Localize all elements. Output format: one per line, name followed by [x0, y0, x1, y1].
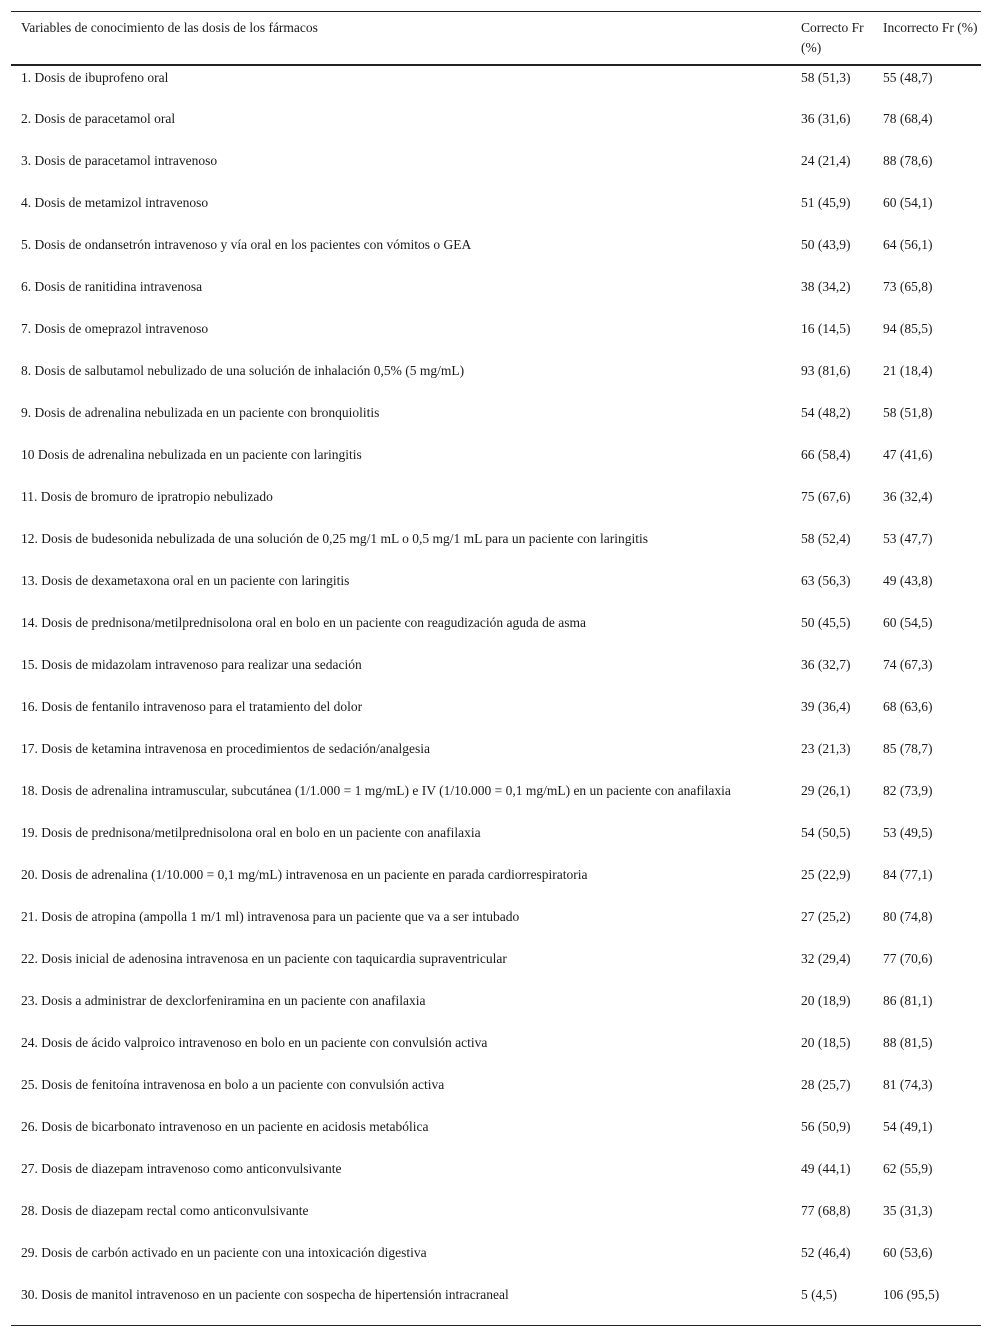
- table-row: [11, 317, 981, 359]
- table-row: [11, 107, 981, 149]
- table-row: [11, 401, 981, 443]
- row-incorrect-value: 54 (49,1): [883, 1119, 933, 1134]
- row-incorrect-value: 60 (54,1): [883, 195, 933, 210]
- row-incorrect-value: 73 (65,8): [883, 279, 933, 294]
- row-correct-value: 63 (56,3): [801, 573, 851, 588]
- row-incorrect-value: 68 (63,6): [883, 699, 933, 714]
- row-variable-label: 11. Dosis de bromuro de ipratropio nebulizado: [21, 489, 273, 504]
- row-variable-label: 17. Dosis de ketamina intravenosa en procedimientos de sedación/analgesia: [21, 741, 430, 756]
- row-correct-value: 25 (22,9): [801, 867, 851, 882]
- row-correct-value: 51 (45,9): [801, 195, 851, 210]
- row-correct-value: 36 (32,7): [801, 657, 851, 672]
- row-variable-label: 1. Dosis de ibuprofeno oral: [21, 70, 169, 85]
- row-incorrect-value: 35 (31,3): [883, 1203, 933, 1218]
- row-variable-label: 24. Dosis de ácido valproico intravenoso en bolo en un paciente con convulsión activa: [21, 1035, 488, 1050]
- row-correct-value: 93 (81,6): [801, 363, 851, 378]
- row-variable-label: 3. Dosis de paracetamol intravenoso: [21, 153, 218, 168]
- row-variable-label: 22. Dosis inicial de adenosina intravenosa en un paciente con taquicardia supraventricular: [21, 951, 507, 966]
- row-correct-value: 50 (43,9): [801, 237, 851, 252]
- row-incorrect-value: 78 (68,4): [883, 111, 933, 126]
- row-variable-label: 9. Dosis de adrenalina nebulizada en un paciente con bronquiolitis: [21, 405, 380, 420]
- row-correct-value: 77 (68,8): [801, 1203, 851, 1218]
- row-incorrect-value: 94 (85,5): [883, 321, 933, 336]
- row-incorrect-value: 53 (47,7): [883, 531, 933, 546]
- row-incorrect-value: 77 (70,6): [883, 951, 933, 966]
- table-row: [11, 1199, 981, 1241]
- table-row: [11, 527, 981, 569]
- row-correct-value: 49 (44,1): [801, 1161, 851, 1176]
- row-correct-value: 66 (58,4): [801, 447, 851, 462]
- row-incorrect-value: 88 (81,5): [883, 1035, 933, 1050]
- row-correct-value: 20 (18,5): [801, 1035, 851, 1050]
- row-variable-label: 23. Dosis a administrar de dexclorfeniramina en un paciente con anafilaxia: [21, 993, 426, 1008]
- row-correct-value: 56 (50,9): [801, 1119, 851, 1134]
- row-variable-label: 5. Dosis de ondansetrón intravenoso y vía oral en los pacientes con vómitos o GEA: [21, 237, 472, 252]
- header-correct: Correcto Fr (%): [801, 20, 864, 55]
- row-correct-value: 29 (26,1): [801, 783, 851, 798]
- row-correct-value: 58 (51,3): [801, 70, 851, 85]
- drug-dose-knowledge-table: [11, 11, 981, 1326]
- row-incorrect-value: 60 (54,5): [883, 615, 933, 630]
- row-correct-value: 24 (21,4): [801, 153, 851, 168]
- table-row: [11, 443, 981, 485]
- row-correct-value: 54 (50,5): [801, 825, 851, 840]
- table-row: [11, 359, 981, 401]
- row-incorrect-value: 84 (77,1): [883, 867, 933, 882]
- header-row: [11, 12, 981, 66]
- row-variable-label: 2. Dosis de paracetamol oral: [21, 111, 176, 126]
- row-incorrect-value: 49 (43,8): [883, 573, 933, 588]
- row-correct-value: 16 (14,5): [801, 321, 851, 336]
- row-variable-label: 20. Dosis de adrenalina (1/10.000 = 0,1 mg/mL) intravenosa en un paciente en parada cardiorrespiratoria: [21, 867, 588, 882]
- table-row: [11, 779, 981, 821]
- table-row: [11, 1115, 981, 1157]
- header-variable: Variables de conocimiento de las dosis de los fármacos: [21, 20, 318, 35]
- table-row: [11, 863, 981, 905]
- row-incorrect-value: 53 (49,5): [883, 825, 933, 840]
- table-row: [11, 191, 981, 233]
- row-correct-value: 32 (29,4): [801, 951, 851, 966]
- table-row: [11, 821, 981, 863]
- row-variable-label: 25. Dosis de fenitoína intravenosa en bolo a un paciente con convulsión activa: [21, 1077, 445, 1092]
- row-variable-label: 7. Dosis de omeprazol intravenoso: [21, 321, 209, 336]
- row-correct-value: 20 (18,9): [801, 993, 851, 1008]
- row-variable-label: 15. Dosis de midazolam intravenoso para realizar una sedación: [21, 657, 362, 672]
- row-variable-label: 26. Dosis de bicarbonato intravenoso en un paciente en acidosis metabólica: [21, 1119, 429, 1134]
- table-row: [11, 1157, 981, 1199]
- row-incorrect-value: 81 (74,3): [883, 1077, 933, 1092]
- row-incorrect-value: 55 (48,7): [883, 70, 933, 85]
- row-correct-value: 38 (34,2): [801, 279, 851, 294]
- row-variable-label: 27. Dosis de diazepam intravenoso como anticonvulsivante: [21, 1161, 342, 1176]
- row-incorrect-value: 80 (74,8): [883, 909, 933, 924]
- row-incorrect-value: 82 (73,9): [883, 783, 933, 798]
- row-variable-label: 8. Dosis de salbutamol nebulizado de una solución de inhalación 0,5% (5 mg/mL): [21, 363, 465, 378]
- row-incorrect-value: 74 (67,3): [883, 657, 933, 672]
- row-incorrect-value: 60 (53,6): [883, 1245, 933, 1260]
- table-body: [11, 65, 981, 1325]
- row-variable-label: 30. Dosis de manitol intravenoso en un paciente con sospecha de hipertensión intracraneal: [21, 1287, 509, 1302]
- row-variable-label: 19. Dosis de prednisona/metilprednisolona oral en bolo en un paciente con anafilaxia: [21, 825, 481, 840]
- row-correct-value: 52 (46,4): [801, 1245, 851, 1260]
- table-row: [11, 653, 981, 695]
- row-variable-label: 10 Dosis de adrenalina nebulizada en un paciente con laringitis: [21, 447, 362, 462]
- table-row: [11, 233, 981, 275]
- row-variable-label: 13. Dosis de dexametaxona oral en un paciente con laringitis: [21, 573, 350, 588]
- table-row: [11, 1283, 981, 1325]
- row-incorrect-value: 85 (78,7): [883, 741, 933, 756]
- row-incorrect-value: 106 (95,5): [883, 1287, 940, 1302]
- row-incorrect-value: 86 (81,1): [883, 993, 933, 1008]
- row-incorrect-value: 47 (41,6): [883, 447, 933, 462]
- table-header: [11, 12, 981, 66]
- row-variable-label: 6. Dosis de ranitidina intravenosa: [21, 279, 203, 294]
- table-row: [11, 65, 981, 107]
- row-correct-value: 5 (4,5): [801, 1287, 837, 1302]
- table-row: [11, 737, 981, 779]
- table-row: [11, 275, 981, 317]
- table-row: [11, 569, 981, 611]
- row-correct-value: 50 (45,5): [801, 615, 851, 630]
- table-row: [11, 149, 981, 191]
- row-variable-label: 28. Dosis de diazepam rectal como anticonvulsivante: [21, 1203, 309, 1218]
- row-incorrect-value: 62 (55,9): [883, 1161, 933, 1176]
- table-row: [11, 695, 981, 737]
- row-incorrect-value: 21 (18,4): [883, 363, 933, 378]
- table-row: [11, 611, 981, 653]
- row-correct-value: 28 (25,7): [801, 1077, 851, 1092]
- row-correct-value: 27 (25,2): [801, 909, 851, 924]
- row-correct-value: 54 (48,2): [801, 405, 851, 420]
- row-variable-label: 16. Dosis de fentanilo intravenoso para el tratamiento del dolor: [21, 699, 363, 714]
- row-correct-value: 36 (31,6): [801, 111, 851, 126]
- table-row: [11, 1073, 981, 1115]
- row-incorrect-value: 88 (78,6): [883, 153, 933, 168]
- table-row: [11, 947, 981, 989]
- row-correct-value: 39 (36,4): [801, 699, 851, 714]
- row-variable-label: 14. Dosis de prednisona/metilprednisolona oral en bolo en un paciente con reagudización aguda de asma: [21, 615, 586, 630]
- row-variable-label: 18. Dosis de adrenalina intramuscular, subcutánea (1/1.000 = 1 mg/mL) e IV (1/10.000 = 0,1 mg/mL) en un paciente con anafilaxia: [21, 783, 731, 798]
- row-correct-value: 23 (21,3): [801, 741, 851, 756]
- table-row: [11, 485, 981, 527]
- table-row: [11, 1241, 981, 1283]
- row-variable-label: 12. Dosis de budesonida nebulizada de una solución de 0,25 mg/1 mL o 0,5 mg/1 mL para un paciente con laringitis: [21, 531, 648, 546]
- table-row: [11, 1031, 981, 1073]
- row-incorrect-value: 64 (56,1): [883, 237, 933, 252]
- row-incorrect-value: 58 (51,8): [883, 405, 933, 420]
- drug-dose-knowledge-table-wrapper: [11, 11, 981, 1326]
- row-variable-label: 4. Dosis de metamizol intravenoso: [21, 195, 209, 210]
- table-row: [11, 989, 981, 1031]
- row-incorrect-value: 36 (32,4): [883, 489, 933, 504]
- row-variable-label: 21. Dosis de atropina (ampolla 1 m/1 ml) intravenosa para un paciente que va a ser intubado: [21, 909, 520, 924]
- row-correct-value: 75 (67,6): [801, 489, 851, 504]
- row-variable-label: 29. Dosis de carbón activado en un paciente con una intoxicación digestiva: [21, 1245, 427, 1260]
- header-incorrect: Incorrecto Fr (%): [883, 20, 978, 35]
- table-row: [11, 905, 981, 947]
- row-correct-value: 58 (52,4): [801, 531, 851, 546]
